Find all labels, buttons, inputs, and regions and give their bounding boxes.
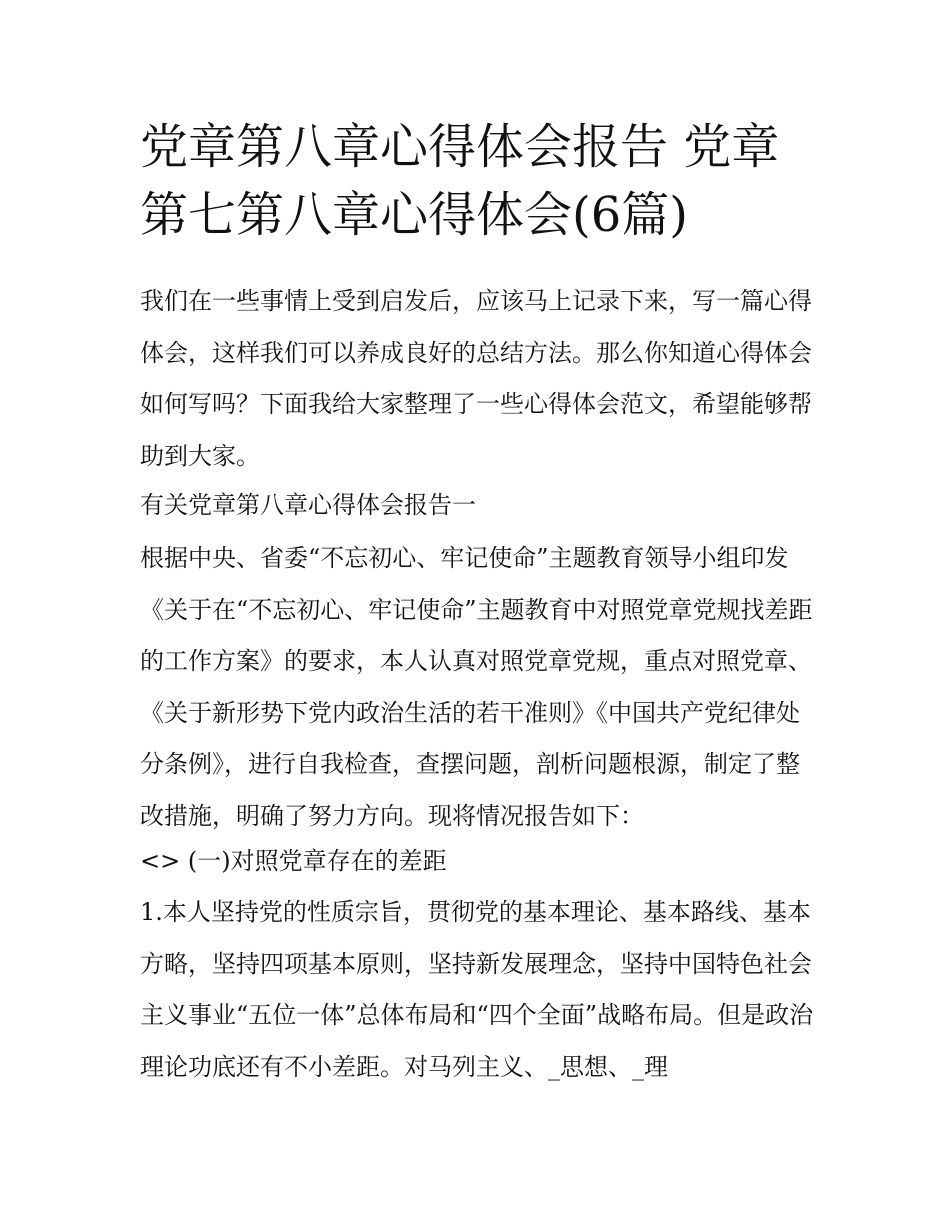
body-paragraph: 1.本人坚持党的性质宗旨，贯彻党的基本理论、基本路线、基本方略，坚持四项基本原则，坚持新发展理念，坚持中国特色社会主义事业“五位一体”总体布局和“四个全面”战略布局。但是政治理论功底还有不小差距。对马列主义、_思想、_理 — [140, 898, 814, 1081]
section-heading: 有关党章第八章心得体会报告一 — [140, 491, 476, 519]
intro-paragraph: 我们在一些事情上受到启发后，应该马上记录下来，写一篇心得体会，这样我们可以养成良好的总结方法。那么你知道心得体会如何写吗？下面我给大家整理了一些心得体会范文，希望能够帮助到大家。 — [140, 287, 812, 470]
document-title: 党章第八章心得体会报告 党章第七第八章心得体会(6篇) — [140, 119, 780, 243]
subsection-heading: <> (一)对照党章存在的差距 — [140, 847, 447, 875]
body-paragraph: 根据中央、省委“不忘初心、牢记使命”主题教育领导小组印发《关于在“不忘初心、牢记使命”主题教育中对照党章党规找差距的工作方案》的要求，本人认真对照党章党规，重点对照党章、《关于新形势下党内政治生活的若干准则》《中国共产党纪律处分条例》，进行自我检查，查摆问题，剖析问题根源，制定了整改措施，明确了努力方向。现将情况报告如下： — [140, 544, 813, 830]
